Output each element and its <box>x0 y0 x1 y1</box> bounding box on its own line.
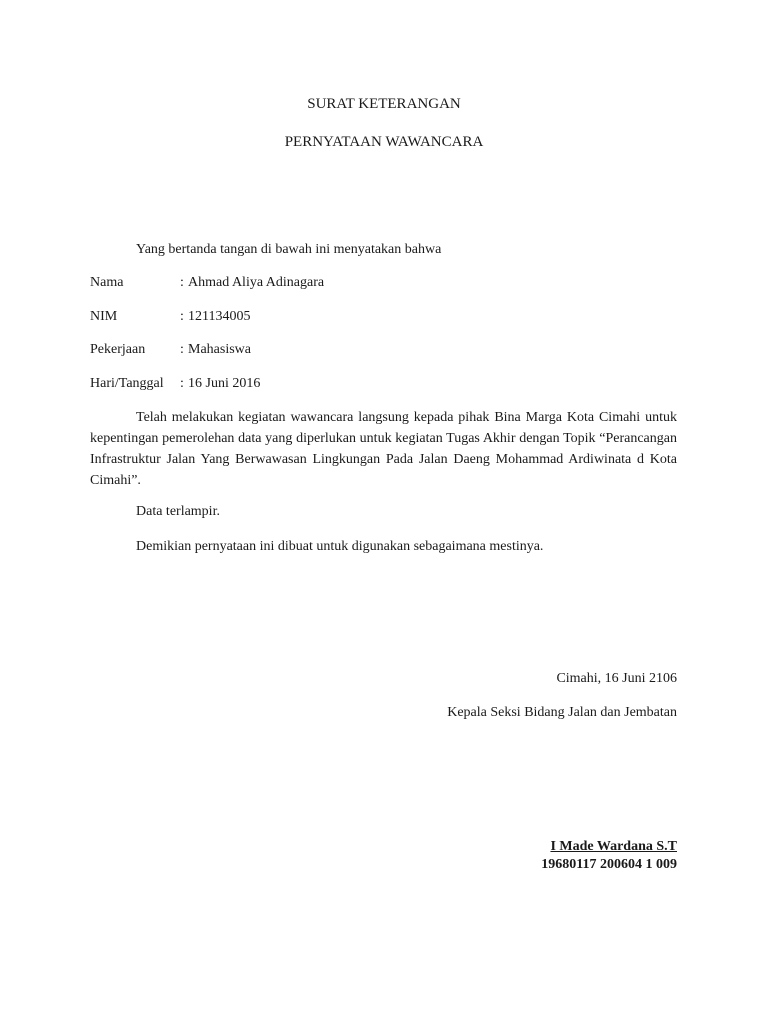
document-title: SURAT KETERANGAN <box>307 96 461 112</box>
field-pekerjaan <box>90 340 590 360</box>
field-value: Ahmad Aliya Adinagara <box>188 275 325 290</box>
field-separator: : <box>180 309 184 324</box>
document-subtitle: PERNYATAAN WAWANCARA <box>284 134 484 150</box>
field-separator: : <box>180 376 184 391</box>
field-label: Nama <box>90 275 124 290</box>
field-value: 16 Juni 2016 <box>188 376 261 391</box>
body-paragraph: Telah melakukan kegiatan wawancara langsung kepada pihak Bina Marga Kota Cimahi untuk kepentingan pemerolehan data yang diperlukan untuk kegiatan Tugas Akhir dengan Topik “Perancangan Infrastruktur Jalan Yang Berwawasan Lingkungan Pada Jalan Daeng Mohammad Ardiwinata d Kota Cimahi”. <box>90 410 677 488</box>
field-value: 121134005 <box>188 309 251 324</box>
attachment-note: Data terlampir. <box>136 504 220 519</box>
closing-statement: Demikian pernyataan ini dibuat untuk digunakan sebagaimana mestinya. <box>136 539 544 554</box>
field-label: Hari/Tanggal <box>90 376 164 391</box>
signer-nip: 19680117 200604 1 009 <box>541 857 677 872</box>
field-label: Pekerjaan <box>90 342 146 357</box>
field-nama <box>90 273 590 293</box>
field-label: NIM <box>90 309 118 324</box>
intro-text: Yang bertanda tangan di bawah ini menyatakan bahwa <box>136 242 442 257</box>
field-hari-tanggal <box>90 374 590 394</box>
place-date: Cimahi, 16 Juni 2106 <box>556 671 677 686</box>
signer-position: Kepala Seksi Bidang Jalan dan Jembatan <box>447 705 677 720</box>
field-separator: : <box>180 275 184 290</box>
field-nim <box>90 307 590 327</box>
field-separator: : <box>180 342 184 357</box>
signer-name: I Made Wardana S.T <box>550 839 677 854</box>
field-value: Mahasiswa <box>188 342 251 357</box>
